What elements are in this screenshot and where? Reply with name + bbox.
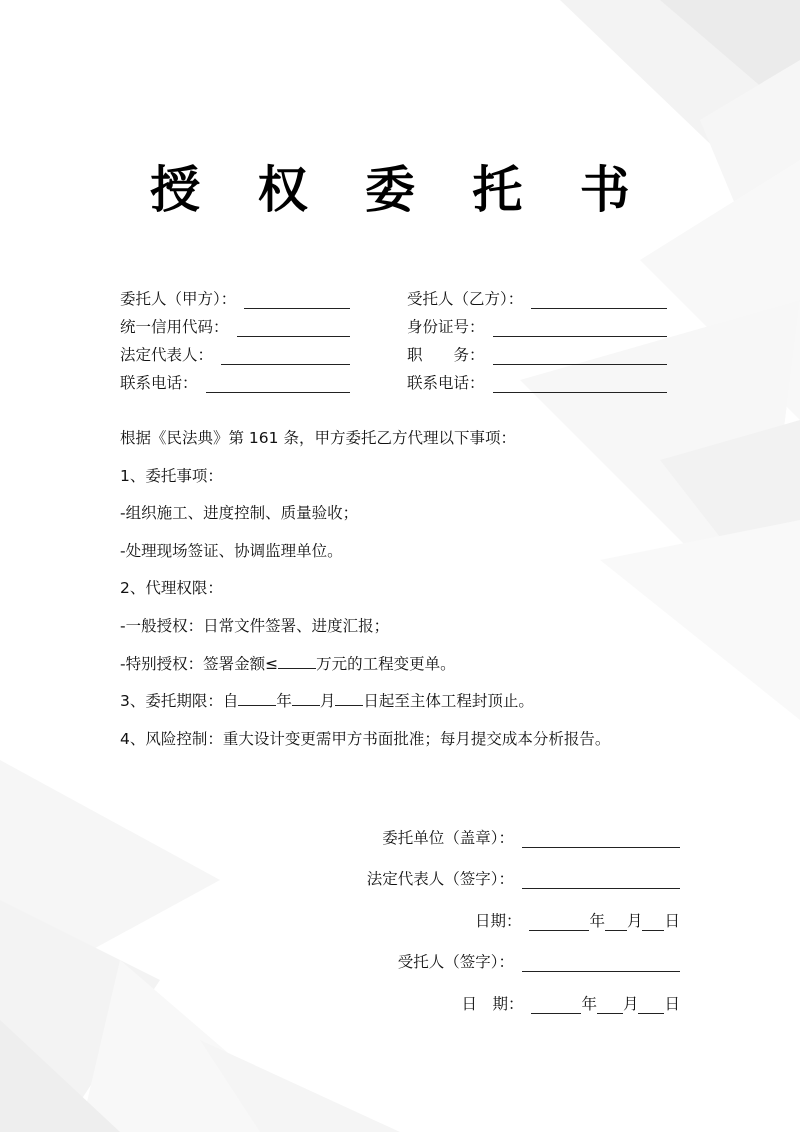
- field-label: 委托人（甲方）：: [120, 290, 237, 308]
- fill-line: [206, 374, 350, 393]
- special-auth-prefix: -特别授权：签署金额≤: [120, 654, 279, 673]
- field-label: 联系电话：: [120, 374, 198, 392]
- month-blank: [605, 912, 627, 931]
- intro-paragraph: 根据《民法典》第 161 条，甲方委托乙方代理以下事项：: [120, 429, 516, 447]
- day-text: 日: [664, 994, 680, 1013]
- trustee-sign-label: 受托人（签字）：: [397, 953, 514, 972]
- date-label: 日 期：: [461, 994, 524, 1013]
- fill-line: [244, 290, 350, 309]
- field-label: 统一信用代码：: [120, 318, 229, 336]
- field-label: 职 务：: [407, 346, 485, 364]
- year-text: 年: [589, 911, 605, 930]
- day-blank: [638, 995, 664, 1014]
- legal-representative-field: [120, 337, 360, 365]
- month-blank: [292, 690, 320, 706]
- item2-heading: 2、代理权限：: [120, 579, 223, 598]
- fill-line: [493, 346, 667, 365]
- field-label: 联系电话：: [407, 374, 485, 392]
- item2-line-b: [120, 650, 720, 688]
- unit-seal-label: 委托单位（盖章）：: [382, 828, 514, 847]
- agent-info: [407, 281, 667, 393]
- legal-rep-sign-row: [260, 848, 680, 890]
- principal-info: [120, 281, 360, 393]
- item1-line-b: -处理现场签证、协调监理单位。: [120, 541, 343, 560]
- trustee-sign-row: [260, 931, 680, 973]
- fill-line: [522, 953, 680, 972]
- year-text: 年: [581, 994, 597, 1013]
- item3-term: [120, 687, 720, 725]
- special-auth-suffix: 万元的工程变更单。: [316, 654, 456, 673]
- year-blank: [238, 690, 276, 706]
- field-label: 受托人（乙方）：: [407, 290, 524, 308]
- fill-line: [237, 318, 350, 337]
- agreement-body: [120, 424, 720, 762]
- amount-blank: [278, 653, 316, 669]
- date-row-2: [260, 972, 680, 1014]
- principal-name-field: [120, 281, 360, 309]
- term-suffix: 日起至主体工程封顶止。: [363, 692, 534, 711]
- fill-line: [522, 829, 680, 848]
- month-text: 月: [622, 994, 639, 1013]
- month-text: 月: [626, 911, 643, 930]
- item2-line-a: -一般授权：日常文件签署、进度汇报；: [120, 616, 390, 635]
- field-label: 法定代表人：: [120, 346, 214, 364]
- day-blank: [642, 912, 664, 931]
- term-prefix: 3、委托期限：自: [120, 692, 239, 711]
- day-blank: [335, 690, 363, 706]
- date-label: 日期：: [474, 911, 522, 930]
- position-field: [407, 337, 667, 365]
- principal-phone-field: [120, 365, 360, 393]
- year-blank: [531, 995, 581, 1014]
- fill-line: [522, 870, 680, 889]
- credit-code-field: [120, 309, 360, 337]
- legal-rep-sign-label: 法定代表人（签字）：: [366, 870, 514, 889]
- item1-line-a: -组织施工、进度控制、质量验收；: [120, 504, 359, 523]
- fill-line: [221, 346, 350, 365]
- term-year: 年: [276, 692, 292, 711]
- month-blank: [597, 995, 623, 1014]
- fill-line: [493, 318, 667, 337]
- field-label: 身份证号：: [407, 318, 485, 336]
- fill-line: [531, 290, 667, 309]
- year-blank: [529, 912, 589, 931]
- signature-block: [260, 806, 680, 1014]
- item1-heading: 1、委托事项：: [120, 466, 223, 485]
- term-month: 月: [319, 692, 336, 711]
- document-title: 授 权 委 托 书: [150, 161, 650, 219]
- item4-risk-control: 4、风险控制：重大设计变更需甲方书面批准；每月提交成本分析报告。: [120, 729, 611, 748]
- date-row-1: [260, 889, 680, 931]
- unit-seal-row: [260, 806, 680, 848]
- fill-line: [493, 374, 667, 393]
- agent-name-field: [407, 281, 667, 309]
- day-text: 日: [664, 911, 680, 930]
- id-number-field: [407, 309, 667, 337]
- agent-phone-field: [407, 365, 667, 393]
